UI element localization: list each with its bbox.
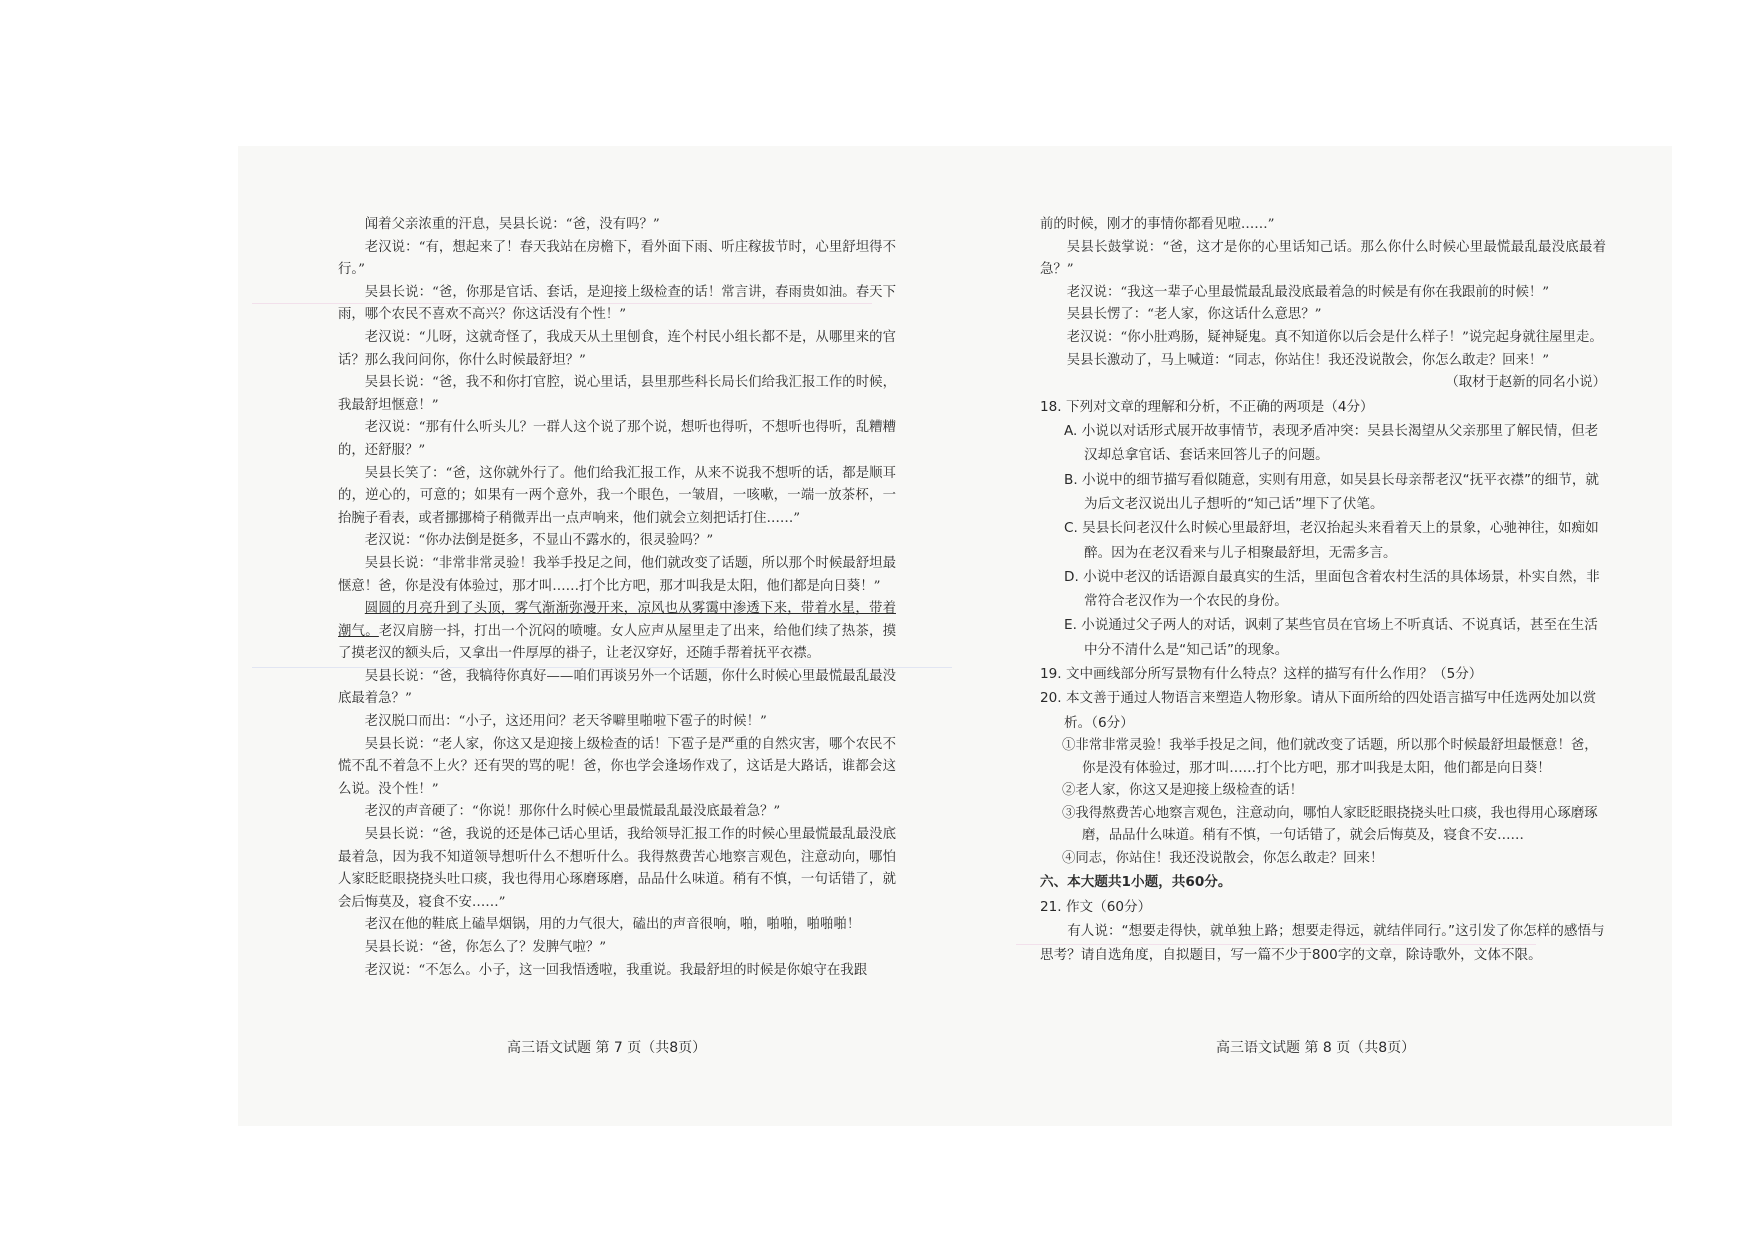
question-19: 19. 文中画线部分所写景物有什么特点？这样的描写有什么作用？（5分） bbox=[1040, 666, 1483, 683]
q20-item-4: ④同志，你站住！我还没说散会，你怎么敢走？回来！ bbox=[1062, 850, 1384, 866]
question-18: 18. 下列对文章的理解和分析，不正确的两项是（4分） bbox=[1040, 398, 1374, 415]
story-source: （取材于赵新的同名小说） bbox=[1445, 375, 1606, 391]
q18-option-e: E. 小说通过父子两人的对话，讽刺了某些官员在官场上不听真话、不说真话，甚至在生活中分不清什么是“知己话”的现象。 bbox=[1064, 617, 1598, 658]
story-paragraph: 老汉说：“你办法倒是挺多，不显山不露水的，很灵验吗？” bbox=[364, 533, 714, 549]
story-paragraph: 老汉说：“那有什么听头儿？一群人这个说了那个说，想听也得听，不想听也得听，乱糟糟的，还舒服？” bbox=[338, 420, 896, 458]
page-footer-7: 高三语文试题 第 7 页（共8页） bbox=[507, 1040, 707, 1056]
left-page bbox=[338, 214, 896, 982]
question-21: 21. 作文（60分） bbox=[1040, 898, 1152, 915]
q18-option-a: A. 小说以对话形式展开故事情节，表现矛盾冲突：吴县长渴望从父亲那里了解民情，但老汉却总拿官话、套话来回答儿子的问题。 bbox=[1064, 423, 1599, 464]
right-page bbox=[1040, 214, 1606, 968]
story-paragraph: 老汉说：“儿呀，这就奇怪了，我成天从土里刨食，连个村民小组长都不是，从哪里来的官话？那么我问问你，你什么时候最舒坦？” bbox=[338, 329, 896, 368]
story-sentence: 老汉肩膀一抖，打出一个沉闷的喷嚏。女人应声从屋里走了出来，给他们续了热茶，摸了摸老汉的额头后，又拿出一件厚厚的褂子，让老汉穿好，还随手帮着抚平衣襟。 bbox=[338, 623, 897, 662]
essay-prompt: 有人说：“想要走得快，就单独上路；想要走得远，就结伴同行。”这引发了你怎样的感悟与思考？请自选角度，自拟题目，写一篇不少于800字的文章，除诗歌外，文体不限。 bbox=[1040, 923, 1605, 964]
story-paragraph: 吴县长愣了：“老人家，你这话什么意思？” bbox=[1066, 307, 1322, 323]
story-paragraph: 吴县长激动了，马上喊道：“同志，你站住！我还没说散会，你怎么敢走？回来！” bbox=[1066, 352, 1550, 368]
story-paragraph: 老汉脱口而出：“小子，这还用问？老天爷噼里啪啦下雹子的时候！” bbox=[364, 714, 767, 730]
q18-option-d: D. 小说中老汉的话语源自最真实的生活，里面包含着农村生活的具体场景，朴实自然，非常符合老汉作为一个农民的身份。 bbox=[1064, 568, 1600, 610]
story-continuation: 前的时候，刚才的事情你都看见啦……” bbox=[1040, 217, 1275, 232]
story-paragraph: 吴县长说：“爸，我说的还是体己话心里话，我给领导汇报工作的时候心里最慌最乱最没底最着急，因为我不知道领导想听什么不想听什么。我得熬费苦心地察言观色，注意动向，哪怕人家眨眨眼挠挠头吐口痰，我也得用心琢磨琢磨，品品什么味道。稍有不慎，一句话错了，就会后悔莫及，寝食不安……” bbox=[338, 827, 896, 910]
q18-option-c: C. 吴县长问老汉什么时候心里最舒坦，老汉抬起头来看着天上的景象，心驰神往，如痴如醉。因为在老汉看来与儿子相聚最舒坦，无需多言。 bbox=[1064, 520, 1599, 561]
story-paragraph: 吴县长鼓掌说：“爸，这才是你的心里话知己话。那么你什么时候心里最慌最乱最没底最着急？” bbox=[1040, 239, 1606, 278]
story-paragraph: 老汉说：“不怎么。小子，这一回我悟透啦，我重说。我最舒坦的时候是你娘守在我跟 bbox=[364, 962, 868, 978]
q20-item-1: ①非常非常灵验！我举手投足之间，他们就改变了话题，所以那个时候最舒坦最惬意！爸，你是没有体验过，那才叫……打个比方吧，那才叫我是太阳，他们都是向日葵！ bbox=[1062, 737, 1598, 776]
underlined-scenery: 圆圆的月亮升到了头顶，雾气渐渐弥漫开来，凉风也从雾霭中渗透下来，带着水星，带着潮气。 bbox=[338, 601, 896, 639]
story-paragraph: 老汉说：“我这一辈子心里最慌最乱最没底最着急的时候是有你在我跟前的时候！” bbox=[1066, 284, 1550, 300]
story-paragraph: 老汉说：“你小肚鸡肠，疑神疑鬼。真不知道你以后会是什么样子！”说完起身就往屋里走。 bbox=[1066, 329, 1603, 345]
story-paragraph: 闻着父亲浓重的汗息，吴县长说：“爸，没有吗？” bbox=[364, 217, 660, 232]
page-footer-8: 高三语文试题 第 8 页（共8页） bbox=[1216, 1040, 1416, 1056]
q20-item-3: ③我得熬费苦心地察言观色，注意动向，哪怕人家眨眨眼挠挠头吐口痰，我也得用心琢磨琢磨，品品什么味道。稍有不慎，一句话错了，就会后悔莫及，寝食不安…… bbox=[1062, 805, 1598, 844]
story-paragraph: 老汉在他的鞋底上磕旱烟锅，用的力气很大，磕出的声音很响，啪，啪啪，啪啪啪！ bbox=[364, 917, 861, 933]
story-paragraph: 老汉说：“有，想起来了！春天我站在房檐下，看外面下雨、听庄稼拔节时，心里舒坦得不行。” bbox=[338, 239, 896, 278]
story-paragraph: 吴县长说：“爸，你那是官话、套话，是迎接上级检查的话！常言讲，春雨贵如油。春天下雨，哪个农民不喜欢不高兴？你这话没有个性！” bbox=[338, 284, 896, 323]
story-paragraph: 老汉的声音硬了：“你说！那你什么时候心里最慌最乱最没底最着急？” bbox=[364, 804, 781, 820]
story-paragraph: 吴县长说：“老人家，你这又是迎接上级检查的话！下雹子是严重的自然灾害，哪个农民不慌不乱不着急不上火？还有哭的骂的呢！爸，你也学会逢场作戏了，这话是大路话，谁都会这么说。没个性！” bbox=[338, 736, 896, 797]
story-paragraph-underlined bbox=[338, 598, 896, 666]
story-paragraph: 吴县长说：“爸，你怎么了？发脾气啦？” bbox=[364, 940, 607, 955]
section-six-heading: 六、本大题共1小题，共60分。 bbox=[1040, 874, 1232, 891]
q18-option-b: B. 小说中的细节描写看似随意，实则有用意，如吴县长母亲帮老汉“抚平衣襟”的细节，就为后文老汉说出儿子想听的“知己话”埋下了伏笔。 bbox=[1064, 471, 1600, 512]
question-20: 20. 本文善于通过人物语言来塑造人物形象。请从下面所给的四处语言描写中任选两处加以赏析。（6分） bbox=[1040, 690, 1597, 731]
story-paragraph: 吴县长说：“爸，我不和你打官腔，说心里话，县里那些科长局长们给我汇报工作的时候，我最舒坦惬意！” bbox=[338, 375, 896, 413]
story-paragraph: 吴县长笑了：“爸，这你就外行了。他们给我汇报工作，从来不说我不想听的话，都是顺耳的，逆心的，可意的；如果有一两个意外，我一个眼色，一皱眉，一咳嗽，一端一放茶杯，一抬腕子看表，或者挪挪椅子稍微弄出一点声响来，他们就会立刻把话打住……” bbox=[338, 465, 896, 526]
story-paragraph: 吴县长说：“非常非常灵验！我举手投足之间，他们就改变了话题，所以那个时候最舒坦最惬意！爸，你是没有体验过，那才叫……打个比方吧，那才叫我是太阳，他们都是向日葵！” bbox=[338, 555, 896, 594]
q20-item-2: ②老人家，你这又是迎接上级检查的话！ bbox=[1062, 783, 1304, 799]
story-paragraph: 吴县长说：“爸，我犒待你真好——咱们再谈另外一个话题，你什么时候心里最慌最乱最没底最着急？” bbox=[338, 668, 896, 707]
